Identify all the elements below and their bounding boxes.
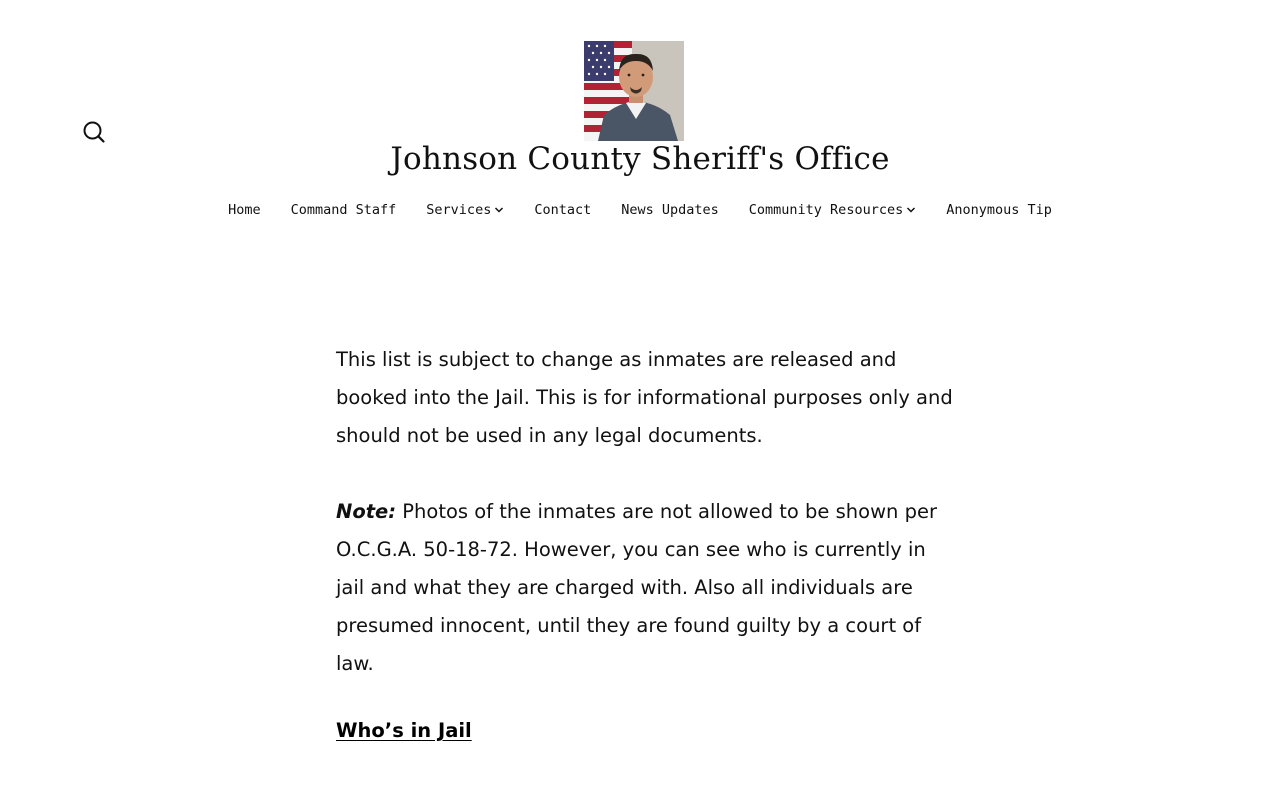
sheriff-portrait-image [584, 41, 684, 141]
site-logo[interactable] [584, 41, 684, 141]
nav-list [228, 199, 1052, 221]
whos-in-jail-link[interactable]: Who’s in Jail [336, 719, 472, 742]
main-navigation [0, 199, 1280, 221]
disclaimer-paragraph: This list is subject to change as inmates are released and booked into the Jail. This is for informational purposes only and should not be used in any legal documents. [336, 348, 953, 447]
note-paragraph [336, 493, 956, 683]
nav-item-label: Community Resources [748, 202, 904, 218]
nav-item-command-staff[interactable] [291, 199, 397, 221]
nav-item-services[interactable] [426, 199, 504, 221]
nav-item-label: Services [426, 202, 492, 218]
nav-item-label: Anonymous Tip [946, 202, 1052, 218]
nav-item-label: News Updates [621, 202, 719, 218]
chevron-down-icon [494, 205, 504, 215]
note-label: Note: [336, 500, 397, 523]
nav-item-home[interactable] [228, 199, 261, 221]
note-text: Photos of the inmates are not allowed to be shown per O.C.G.A. 50-18-72. However, you can see who is currently in jail and what they are charged with. Also all individuals are presumed innocent, until they are found guilty by a court of law. [336, 500, 937, 675]
nav-item-label: Home [228, 202, 261, 218]
nav-item-anonymous-tip[interactable] [946, 199, 1052, 221]
nav-item-community-resources[interactable] [749, 199, 916, 221]
site-title[interactable]: Johnson County Sheriff's Office [390, 141, 890, 177]
nav-item-news-updates[interactable] [621, 199, 719, 221]
nav-item-contact[interactable] [534, 199, 591, 221]
nav-item-label: Command Staff [290, 202, 397, 218]
nav-item-label: Contact [534, 202, 592, 218]
main-content [336, 341, 956, 750]
chevron-down-icon [906, 205, 916, 215]
